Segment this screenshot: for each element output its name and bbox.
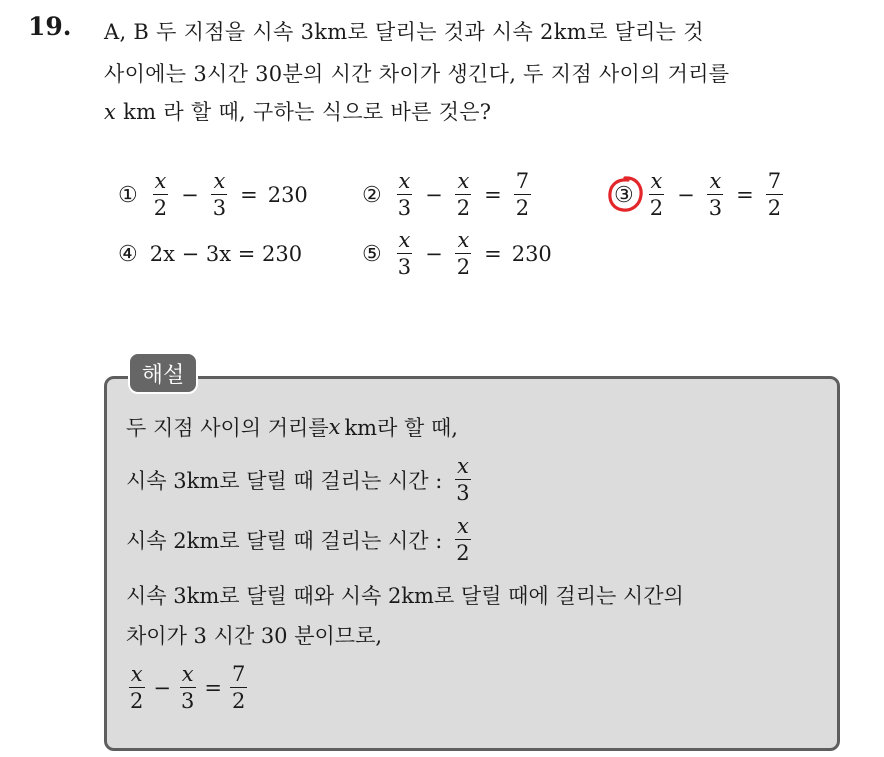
fraction: $\frac{x}{3}$ [708, 169, 723, 220]
equals-sign: = [736, 183, 754, 207]
solution-line-4: 시속 3km로 달릴 때와 시속 2km로 달릴 때에 걸리는 시간의 [126, 584, 684, 608]
variable-x: x [104, 100, 117, 124]
choice-1[interactable] [118, 165, 308, 225]
solution-line-5: 차이가 3 시간 30 분이므로, [126, 624, 383, 648]
solution-text: 시속 3km로 달릴 때 걸리는 시간 : [126, 469, 443, 493]
solution-text: km라 할 때, [344, 416, 458, 440]
fraction: $\frac{x}{3}$ [456, 454, 470, 505]
choice-number: ④ [118, 241, 138, 267]
solution-text: 두 지점 사이의 거리를 [126, 416, 329, 440]
solution-line-1 [126, 412, 458, 442]
choice-number: ① [118, 182, 138, 208]
equals-sign: = [484, 242, 502, 266]
solution-equation [126, 656, 249, 720]
fraction: $\frac{x}{2}$ [456, 514, 470, 565]
fraction: $\frac{x}{2}$ [456, 228, 471, 279]
fraction: $\frac{x}{2}$ [649, 169, 664, 220]
minus-sign: − [153, 676, 171, 700]
choice-number: ⑤ [362, 241, 382, 267]
solution-tag: 해설 [128, 352, 198, 394]
fraction: $\frac{x}{3}$ [212, 169, 227, 220]
minus-sign: − [425, 183, 443, 207]
question-text-line-3 [104, 96, 491, 126]
solution-text: 시속 2km로 달릴 때 걸리는 시간 : [126, 529, 443, 553]
minus-sign: − [425, 242, 443, 266]
equals-sign: = [484, 183, 502, 207]
choice-number: ③ [614, 182, 634, 208]
fraction: $\frac{7}{2}$ [515, 169, 530, 220]
question-text-line-1: A, B 두 지점을 시속 3km로 달리는 것과 시속 2km로 달리는 것 [104, 20, 704, 44]
fraction: $\frac{7}{2}$ [767, 169, 782, 220]
fraction: $\frac{x}{3}$ [397, 169, 412, 220]
choice-4[interactable] [118, 224, 302, 284]
choice-expression: 2x − 3x = 230 [149, 242, 303, 266]
fraction: $\frac{x}{2}$ [153, 169, 168, 220]
solution-line-2 [126, 452, 474, 508]
equals-sign: = [204, 676, 222, 700]
fraction: $\frac{x}{2}$ [456, 169, 471, 220]
fraction: $\frac{x}{3}$ [397, 228, 412, 279]
minus-sign: − [677, 183, 695, 207]
choice-number: ② [362, 182, 382, 208]
variable-x: x [328, 415, 341, 439]
choice-2[interactable] [362, 165, 533, 225]
question-text-line-3-rest: km 라 할 때, 구하는 식으로 바른 것은? [123, 100, 492, 124]
fraction: $\frac{7}{2}$ [231, 662, 246, 713]
equals-sign: = [240, 183, 258, 207]
solution-line-3 [126, 512, 474, 568]
fraction: $\frac{x}{3}$ [180, 662, 195, 713]
fraction: $\frac{x}{2}$ [130, 662, 144, 713]
rhs-value: 230 [511, 242, 552, 266]
question-text-line-2: 사이에는 3시간 30분의 시간 차이가 생긴다, 두 지점 사이의 거리를 [104, 62, 730, 86]
choice-3[interactable] [614, 165, 785, 225]
minus-sign: − [181, 183, 199, 207]
question-number: 19. [28, 12, 72, 41]
choice-5[interactable] [362, 224, 552, 284]
rhs-value: 230 [267, 183, 308, 207]
